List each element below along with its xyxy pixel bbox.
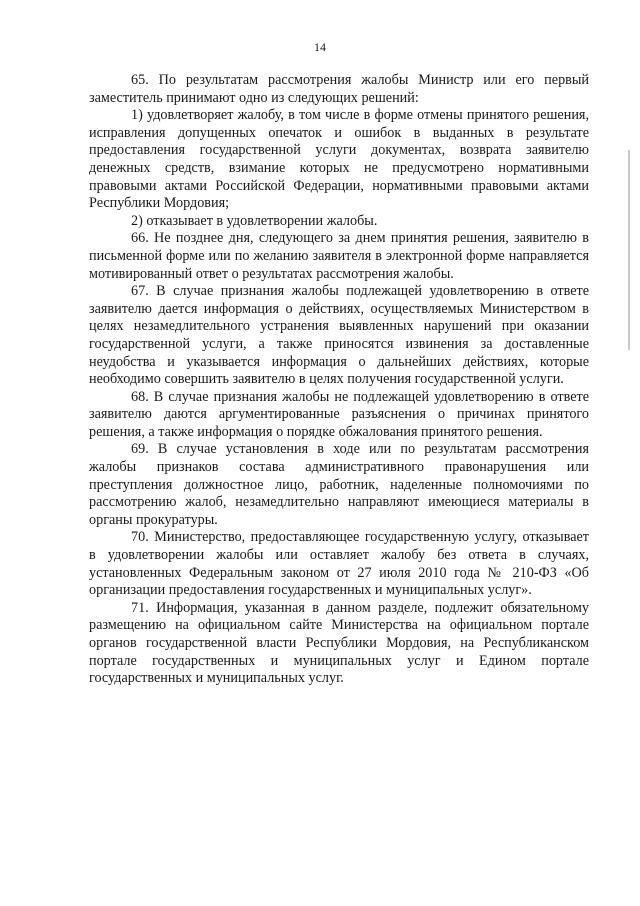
paragraph-65: 65. По результатам рассмотрения жалобы Министр или его первый заместитель принимают одно из следующих решений:: [89, 72, 589, 106]
scan-edge-mark: [628, 150, 630, 350]
paragraph-68: 68. В случае признания жалобы не подлежащей удовлетворению в ответе заявителю даются аргументированные разъяснения о причинах принятого решения, а также информация о порядке обжалования принятого решения.: [89, 388, 589, 440]
page-number: 14: [314, 40, 326, 54]
paragraph-66: 66. Не позднее дня, следующего за днем принятия решения, заявителю в письменной форме или по желанию заявителя в электронной форме направляется мотивированный ответ о результатах рассмотрения жалобы.: [89, 230, 589, 282]
paragraph-65-item-1: 1) удовлетворяет жалобу, в том числе в форме отмены принятого решения, исправления допущенных опечаток и ошибок в выданных в результате предоставления государственной услуги документах, возврата заявителю денежных средств, взимание которых не предусмотрено нормативными правовыми актами Российской Федерации, нормативными правовыми актами Республики Мордовия;: [89, 107, 589, 212]
paragraph-65-item-2: 2) отказывает в удовлетворении жалобы.: [131, 212, 378, 229]
paragraph-67: 67. В случае признания жалобы подлежащей удовлетворению в ответе заявителю дается информация о действиях, осуществляемых Министерством в целях незамедлительного устранения выявленных нарушений при оказании государственной услуги, а также приносятся извинения за доставленные неудобства и указывается информация о дальнейших действиях, которые необходимо совершить заявителю в целях получения государственной услуги.: [89, 283, 589, 388]
paragraph-71: 71. Информация, указанная в данном разделе, подлежит обязательному размещению на официальном сайте Министерства на официальном портале органов государственной власти Республики Мордовия, на Республиканском портале государственных и муниципальных услуг и Едином портале государственных и муниципальных услуг.: [89, 599, 589, 687]
paragraph-70: 70. Министерство, предоставляющее государственную услугу, отказывает в удовлетворении жалобы или оставляет жалобу без ответа в случаях, установленных Федеральным законом от 27 июля 2010 года № 210-ФЗ «Об организации предоставления государственных и муниципальных услуг».: [89, 529, 589, 599]
document-body: [89, 72, 589, 688]
paragraph-69: 69. В случае установления в ходе или по результатам рассмотрения жалобы признаков состава административного правонарушения или преступления должностное лицо, работник, наделенные полномочиями по рассмотрению жалоб, незамедлительно направляют имеющиеся материалы в органы прокуратуры.: [89, 441, 589, 528]
